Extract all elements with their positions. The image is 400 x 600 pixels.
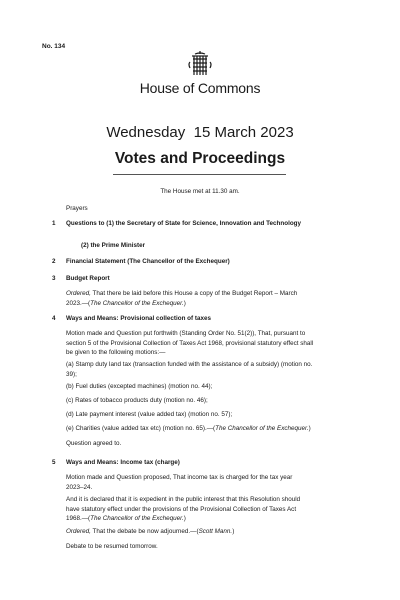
motion-line: Motion made and Question put forthwith (Standing Order No. 51(2)), That, pursuant to [66, 330, 306, 337]
motion-line: (a) Stamp duty land tax (transaction funded with the assistance of a subsidy) (motion no. [66, 361, 313, 368]
sitting-time: The House met at 11.30 am. [160, 188, 240, 195]
document-title: Votes and Proceedings [114, 150, 286, 167]
question-agreed: Question agreed to. [66, 440, 122, 447]
motion-line: ) [308, 425, 311, 432]
item-number: 4 [52, 315, 56, 322]
item-heading: Financial Statement (The Chancellor of the Exchequer) [66, 258, 230, 265]
item-subheading: (2) the Prime Minister [81, 242, 146, 249]
motion-paragraph [66, 329, 366, 358]
motion-line: ) [232, 528, 235, 535]
mover-name: The Chancellor of the Exchequer. [215, 425, 309, 432]
item-heading: Ways and Means: Provisional collection of taxes [66, 315, 211, 322]
motion-e [66, 424, 366, 434]
motion-line: Motion made and Question proposed, That income tax is charged for the tax year [66, 474, 293, 481]
mover-name: The Chancellor of the Exchequer. [90, 515, 184, 523]
motion-b: (b) Fuel duties (excepted machines) (motion no. 44); [66, 383, 213, 390]
motion-line: be given to the following motions:— [66, 349, 166, 357]
title-rule [113, 174, 286, 175]
item-number: 3 [52, 275, 56, 282]
item-heading: Ways and Means: Income tax (charge) [66, 459, 180, 466]
adjournment-order [66, 527, 366, 537]
motion-paragraph [66, 473, 366, 492]
order-line: That there be laid before this House a copy of the Budget Report – March [90, 290, 298, 297]
order-text [66, 289, 366, 308]
order-line: ) [183, 299, 186, 307]
document-number: No. 134 [42, 43, 66, 50]
motion-a [66, 360, 366, 379]
motion-line: 2023–24. [66, 483, 93, 491]
sitting-date: Wednesday 15 March 2023 [106, 124, 294, 141]
debate-resumed: Debate to be resumed tomorrow. [66, 543, 158, 550]
prayers: Prayers [66, 205, 88, 212]
motion-line: 39); [66, 370, 77, 378]
mover-name: The Chancellor of the Exchequer. [90, 299, 184, 307]
house-name: House of Commons [139, 80, 261, 96]
motion-line: (e) Charities (value added tax etc) (motion no. 65).—( [66, 425, 216, 432]
portcullis-icon [186, 50, 214, 78]
item-heading: Budget Report [66, 275, 110, 282]
order-line: 2023.—( [66, 299, 91, 307]
ordered-label: Ordered, [66, 290, 91, 297]
motion-line: 1968.—( [66, 515, 91, 523]
item-number: 5 [52, 459, 56, 466]
declaration-paragraph [66, 495, 366, 524]
motion-d: (d) Late payment interest (value added tax) (motion no. 57); [66, 411, 233, 418]
ordered-label: Ordered, [66, 528, 91, 535]
mover-name: Scott Mann. [198, 528, 233, 535]
item-number: 1 [52, 220, 56, 227]
motion-line: That the debate be now adjourned.—( [90, 528, 199, 535]
motion-line: section 5 of the Provisional Collection of Taxes Act 1968, provisional statutory effect shall [66, 339, 314, 347]
motion-line: And it is declared that it is expedient in the public interest that this Resolution should [66, 496, 301, 503]
item-number: 2 [52, 258, 56, 265]
motion-line: ) [183, 515, 186, 523]
motion-c: (c) Rates of tobacco products duty (motion no. 46); [66, 397, 208, 404]
item-heading: Questions to (1) the Secretary of State for Science, Innovation and Technology [66, 220, 302, 227]
motion-line: have statutory effect under the provisions of the Provisional Collection of Taxes Act [66, 505, 297, 513]
